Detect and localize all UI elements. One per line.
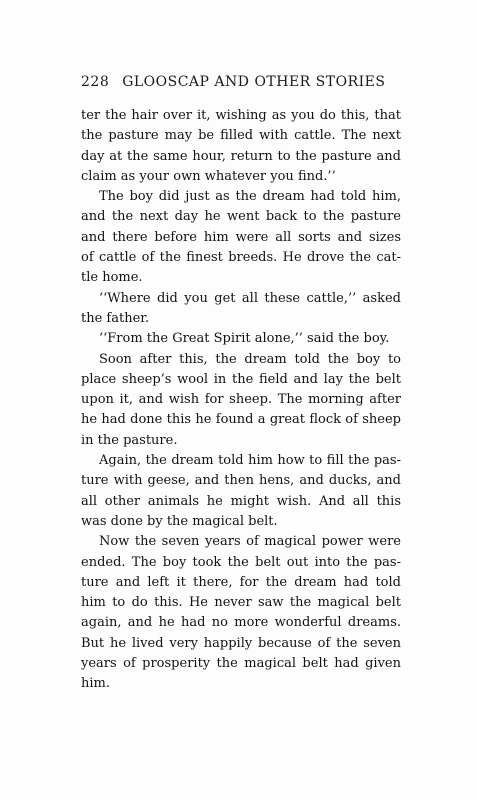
text-line: But he lived very happily because of the seven [81, 635, 401, 651]
body-text [81, 106, 401, 695]
text-line: place sheep’s wool in the field and lay the belt [81, 371, 401, 387]
text-line: again, and he had no more wonderful dreams. [81, 615, 401, 631]
page-number: 228 [81, 74, 110, 90]
text-line: the father. [81, 310, 150, 326]
text-line: day at the same hour, return to the pasture and [81, 148, 401, 164]
text-line: and the next day he went back to the pasture [81, 209, 401, 225]
text-line: claim as your own whatever you find.’’ [81, 168, 336, 184]
running-header [81, 74, 401, 90]
text-line: all other animals he might wish. And all this [81, 493, 401, 509]
text-line: in the pasture. [81, 432, 178, 448]
text-line: Now the seven years of magical power were [99, 534, 401, 550]
text-line: upon it, and wish for sheep. The morning after [81, 392, 401, 408]
text-line: of cattle of the finest breeds. He drove the cat- [81, 250, 401, 266]
text-line: The boy did just as the dream had told him, [99, 189, 401, 205]
text-line: the pasture may be filled with cattle. The next [81, 128, 401, 144]
text-line: him to do this. He never saw the magical belt [81, 595, 401, 611]
text-line: Again, the dream told him how to fill the pas- [99, 453, 401, 469]
text-line: tle home. [81, 270, 143, 286]
text-line: he had done this he found a great flock of sheep [81, 412, 401, 428]
text-line: and there before him were all sorts and sizes [81, 229, 401, 245]
text-line: him. [81, 676, 110, 692]
text-line: ‘‘Where did you get all these cattle,’’ asked [99, 290, 401, 306]
text-line: years of prosperity the magical belt had given [81, 656, 401, 672]
text-line: was done by the magical belt. [81, 513, 278, 529]
text-line: ture with geese, and then hens, and ducks, and [81, 473, 401, 489]
text-line: ended. The boy took the belt out into the pas- [81, 554, 401, 570]
text-line: ‘‘From the Great Spirit alone,’’ said the boy. [99, 331, 390, 347]
text-line: ture and left it there, for the dream had told [81, 574, 401, 590]
text-line: Soon after this, the dream told the boy to [99, 351, 401, 367]
running-title: GLOOSCAP AND OTHER STORIES [122, 74, 386, 90]
text-line: ter the hair over it, wishing as you do this, that [81, 108, 401, 123]
